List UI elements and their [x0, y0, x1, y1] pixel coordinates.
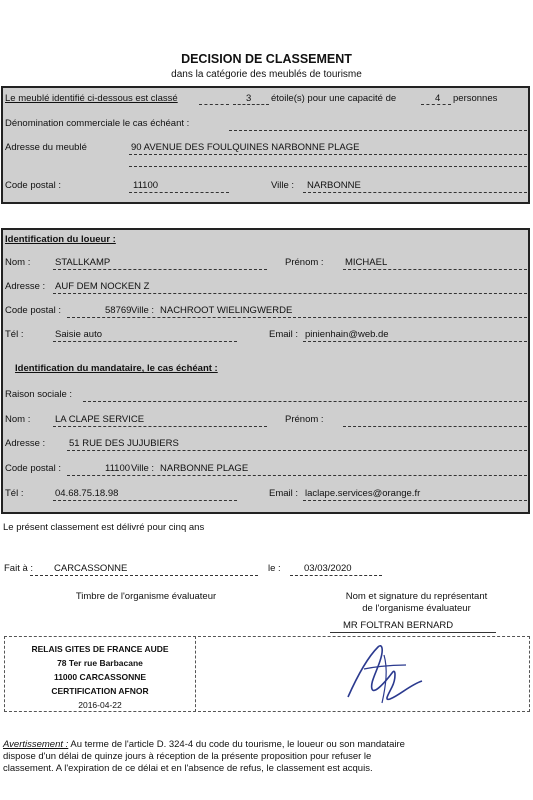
warning-line-3: classement. A l'expiration de ce délai et en l'absence de refus, le classement est acquis.	[3, 763, 373, 774]
mandataire-adresse-value[interactable]: 51 RUE DES JUJUBIERS	[69, 438, 179, 449]
validity-text: Le présent classement est délivré pour cinq ans	[3, 522, 205, 533]
postal-value[interactable]: 11100	[133, 180, 159, 191]
mandataire-adresse-label: Adresse :	[5, 438, 46, 449]
fait-place[interactable]: CARCASSONNE	[54, 563, 128, 574]
mandataire-postal-label: Code postal :	[5, 463, 61, 474]
loueur-ville-value[interactable]: NACHROOT WIELINGWERDE	[160, 305, 293, 316]
loueur-adresse-line	[53, 293, 527, 294]
page-title: DECISION DE CLASSEMENT	[181, 52, 352, 66]
loueur-prenom-line	[343, 269, 527, 270]
loueur-postal-label: Code postal :	[5, 305, 61, 316]
loueur-nom-value[interactable]: STALLKAMP	[55, 257, 111, 268]
mandataire-postal-value[interactable]: 11100	[105, 463, 131, 474]
loueur-prenom-label: Prénom :	[285, 257, 324, 268]
address-line-1	[129, 154, 527, 155]
loueur-email-value[interactable]: pinienhain@web.de	[305, 329, 389, 340]
postal-label: Code postal :	[5, 180, 61, 191]
mandataire-tel-value[interactable]: 04.68.75.18.98	[55, 488, 119, 499]
meuble-section	[1, 86, 530, 204]
mandataire-ville-label: Ville :	[131, 463, 155, 474]
mandataire-email-label: Email :	[269, 488, 299, 499]
stamp-line-5: 2016-04-22	[78, 700, 122, 710]
loueur-postal-line	[67, 317, 527, 318]
mandataire-prenom-field[interactable]	[343, 426, 527, 427]
fait-date-line	[290, 575, 382, 576]
raison-label: Raison sociale :	[5, 389, 73, 400]
mandataire-tel-label: Tél :	[5, 488, 24, 499]
warning-line-2: dispose d'un délai de quinze jours à réception de la présente proposition pour refuser le	[3, 751, 372, 762]
loueur-tel-value[interactable]: Saisie auto	[55, 329, 103, 340]
stars-value[interactable]: 3	[246, 93, 252, 104]
mandataire-heading: Identification du mandataire, le cas échéant :	[15, 363, 218, 374]
meuble-intro: Le meublé identifié ci-dessous est classé	[5, 93, 178, 104]
mandataire-nom-line	[53, 426, 267, 427]
loueur-email-line	[303, 341, 527, 342]
mandataire-tel-line	[53, 500, 237, 501]
mandataire-email-value[interactable]: laclape.services@orange.fr	[305, 488, 421, 499]
stamp-line-2: 78 Ter rue Barbacane	[57, 658, 143, 668]
loueur-prenom-value[interactable]: MICHAEL	[345, 257, 388, 268]
address-value[interactable]: 90 AVENUE DES FOULQUINES NARBONNE PLAGE	[131, 142, 360, 153]
organisme-stamp	[4, 636, 196, 712]
postal-line	[129, 192, 229, 193]
mandataire-nom-label: Nom :	[5, 414, 31, 425]
city-value[interactable]: NARBONNE	[307, 180, 361, 191]
warning-line-1	[3, 739, 405, 750]
mandataire-email-line	[303, 500, 527, 501]
fait-label: Fait à :	[4, 563, 34, 574]
fait-date[interactable]: 03/03/2020	[304, 563, 352, 574]
city-label: Ville :	[271, 180, 295, 191]
mandataire-adresse-line	[67, 450, 527, 451]
page-subtitle: dans la catégorie des meublés de tourisme	[171, 69, 362, 80]
warning-label: Avertissement :	[3, 739, 69, 750]
loueur-nom-label: Nom :	[5, 257, 31, 268]
timbre-label: Timbre de l'organisme évaluateur	[75, 591, 217, 602]
stamp-line-4: CERTIFICATION AFNOR	[51, 686, 149, 696]
mandataire-postal-line	[67, 475, 527, 476]
representative-label-2: de l'organisme évaluateur	[362, 603, 471, 614]
mandataire-ville-value[interactable]: NARBONNE PLAGE	[160, 463, 249, 474]
loueur-adresse-value[interactable]: AUF DEM NOCKEN Z	[55, 281, 150, 292]
representative-label-1: Nom et signature du représentant	[345, 591, 488, 602]
mandataire-nom-value[interactable]: LA CLAPE SERVICE	[55, 414, 145, 425]
stamp-line-3: 11000 CARCASSONNE	[53, 672, 147, 682]
loueur-adresse-label: Adresse :	[5, 281, 46, 292]
stars-line	[233, 104, 269, 105]
stamp-line-1: RELAIS GITES DE FRANCE AUDE	[31, 644, 169, 654]
signature-area	[198, 636, 530, 712]
loueur-tel-line	[53, 341, 237, 342]
loueur-email-label: Email :	[269, 329, 299, 340]
handwritten-signature	[326, 639, 436, 709]
loueur-heading: Identification du loueur :	[5, 234, 116, 245]
persons-label: personnes	[453, 93, 498, 104]
loueur-nom-line	[53, 269, 267, 270]
loueur-postal-value[interactable]: 58769	[105, 305, 132, 316]
address-line-2	[129, 166, 527, 167]
raison-field[interactable]	[83, 401, 527, 402]
capacity-line	[421, 104, 451, 105]
loueur-tel-label: Tél :	[5, 329, 24, 340]
city-line	[303, 192, 527, 193]
representative-name: MR FOLTRAN BERNARD	[343, 620, 454, 631]
mandataire-prenom-label: Prénom :	[285, 414, 324, 425]
stars-text: étoile(s) pour une capacité de	[271, 93, 397, 104]
loueur-ville-label: Ville :	[131, 305, 155, 316]
capacity-value[interactable]: 4	[435, 93, 441, 104]
fait-place-line	[30, 575, 258, 576]
denomination-field[interactable]	[229, 130, 527, 131]
denomination-label: Dénomination commerciale le cas échéant :	[5, 118, 190, 129]
loueur-section	[1, 228, 530, 514]
address-label: Adresse du meublé	[5, 142, 87, 153]
meuble-intro-line	[199, 104, 229, 105]
warning-text-1: Au terme de l'article D. 324-4 du code du tourisme, le loueur ou son mandataire	[68, 739, 405, 750]
representative-name-line	[330, 632, 496, 633]
le-label: le :	[268, 563, 281, 574]
